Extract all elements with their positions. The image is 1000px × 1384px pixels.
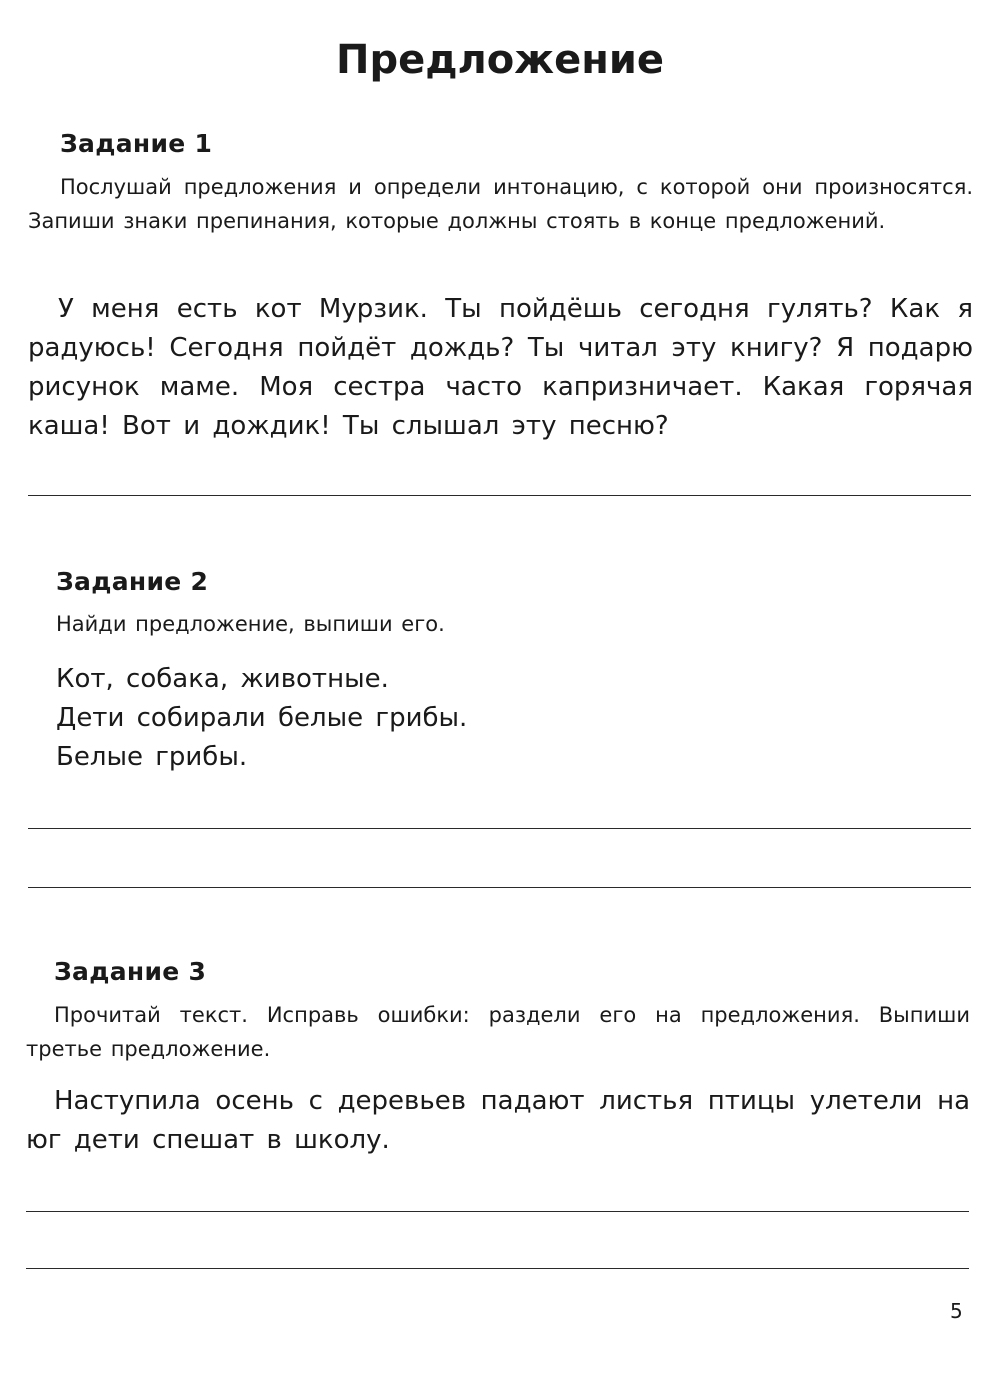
task-1-answer-line[interactable] — [28, 495, 971, 496]
task-3-answer-line-2[interactable] — [26, 1268, 969, 1269]
task-1-heading: Задание 1 — [60, 129, 213, 158]
page-number: 5 — [950, 1299, 963, 1323]
task-3-heading: Задание 3 — [54, 957, 207, 986]
task-2-answer-line-2[interactable] — [28, 887, 971, 888]
page-title: Предложение — [335, 37, 665, 83]
task-1-instruction: Послушай предложения и определи интонацию, с которой они произносятся. Запиши знаки препинания, которые должны стоять в конце предложений. — [28, 175, 973, 233]
task-2-instruction: Найди предложение, выпиши его. — [56, 612, 445, 636]
task-2-answer-line-1[interactable] — [28, 828, 971, 829]
task-3-text: Наступила осень с деревьев падают листья птицы улетели на юг дети спешат в школу. — [26, 1086, 970, 1155]
task-2-sentences — [56, 660, 956, 777]
task-2-sentence: Белые грибы. — [56, 742, 248, 772]
task-2-heading: Задание 2 — [56, 567, 209, 596]
task-3-answer-line-1[interactable] — [26, 1211, 969, 1212]
task-1-text: У меня есть кот Мурзик. Ты пойдёшь сегодня гулять? Как я радуюсь! Сегодня пойдёт дождь? Ты читал эту книгу? Я подарю рисунок маме. Моя сестра часто капризничает. Какая горячая каша! Вот и дождик! Ты слышал эту песню? — [28, 294, 973, 441]
task-3-instruction: Прочитай текст. Исправь ошибки: раздели его на предложения. Выпиши третье предложение. — [26, 1003, 970, 1061]
task-2-sentence: Кот, собака, животные. — [56, 664, 389, 694]
task-2-sentence: Дети собирали белые грибы. — [56, 703, 468, 733]
